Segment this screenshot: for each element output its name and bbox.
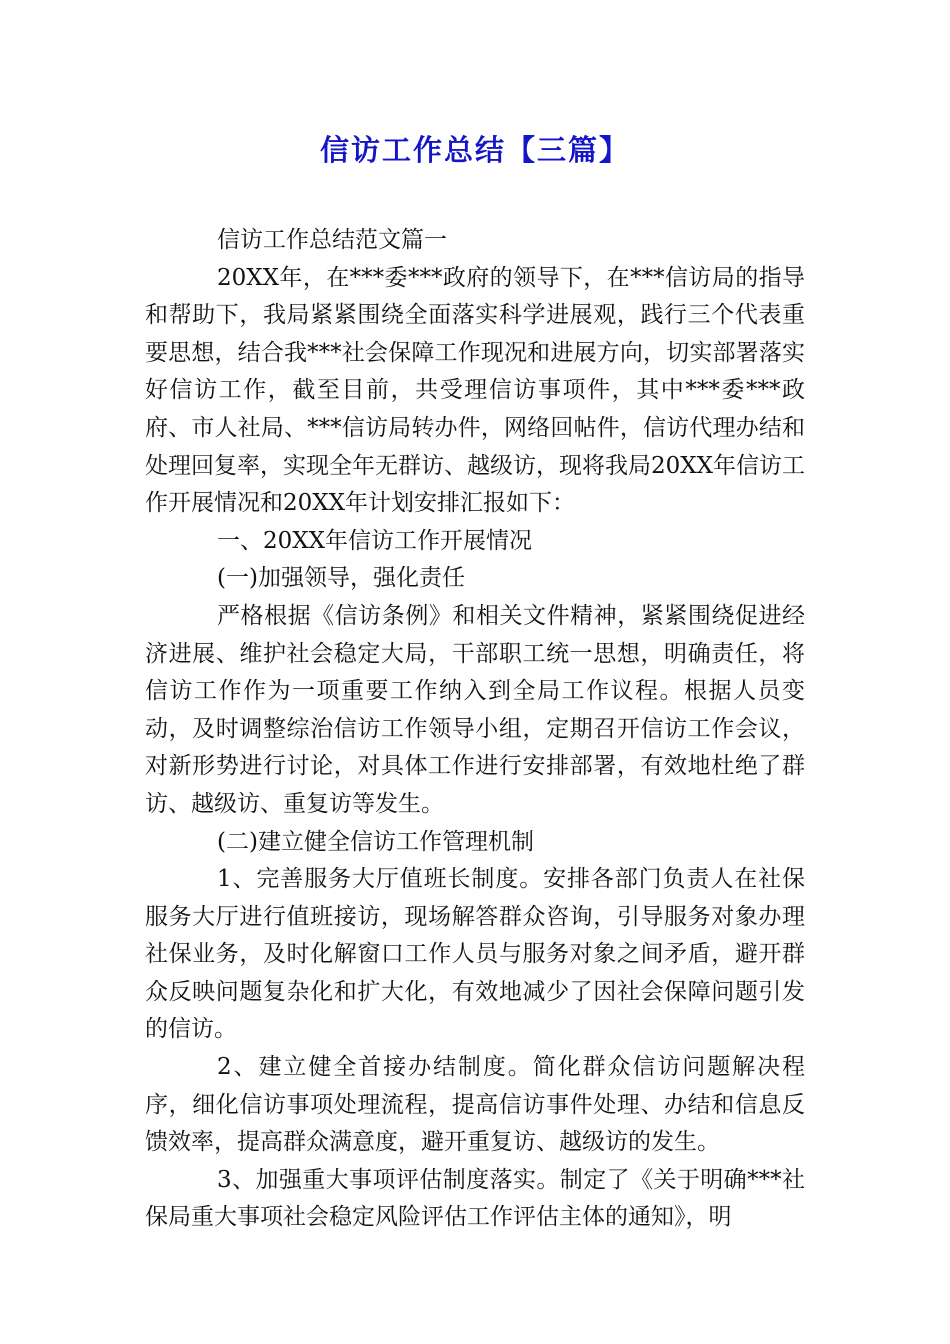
body-paragraph: 20XX年，在***委***政府的领导下，在***信访局的指导和帮助下，我局紧紧围绕全面落实科学进展观，践行三个代表重要思想，结合我***社会保障工作现况和进展方向，切实部署落实好信访工作，截至目前，共受理信访事项件，其中***委***政府、市人社局、***信访局转办件，网络回帖件，信访代理办结和处理回复率，实现全年无群访、越级访，现将我局20XX年信访工作开展情况和20XX年计划安排汇报如下：	[145, 264, 806, 517]
section-heading: 一、20XX年信访工作开展情况	[217, 527, 533, 554]
document-title: 信访工作总结【三篇】	[319, 133, 630, 167]
body-paragraph: 严格根据《信访条例》和相关文件精神，紧紧围绕促进经济进展、维护社会稳定大局，干部职工统一思想，明确责任，将信访工作作为一项重要工作纳入到全局工作议程。根据人员变动，及时调整综治信访工作领导小组，定期召开信访工作会议，对新形势进行讨论，对具体工作进行安排部署，有效地杜绝了群访、越级访、重复访等发生。	[145, 602, 805, 817]
subsection-heading: (二)建立健全信访工作管理机制	[217, 828, 534, 855]
document-body	[145, 222, 805, 1237]
body-paragraph: 2、建立健全首接办结制度。简化群众信访问题解决程序，细化信访事项处理流程，提高信访事件处理、办结和信息反馈效率，提高群众满意度，避开重复访、越级访的发生。	[145, 1054, 805, 1156]
subsection-heading: (一)加强领导，强化责任	[217, 565, 465, 592]
section-heading: 信访工作总结范文篇一	[217, 227, 447, 253]
body-paragraph: 3、加强重大事项评估制度落实。制定了《关于明确***社保局重大事项社会稳定风险评估工作评估主体的通知》，明	[145, 1166, 805, 1231]
body-paragraph: 1、完善服务大厅值班长制度。安排各部门负责人在社保服务大厅进行值班接访，现场解答群众咨询，引导服务对象办理社保业务，及时化解窗口工作人员与服务对象之间矛盾，避开群众反映问题复杂化和扩大化，有效地减少了因社会保障问题引发的信访。	[145, 866, 805, 1043]
